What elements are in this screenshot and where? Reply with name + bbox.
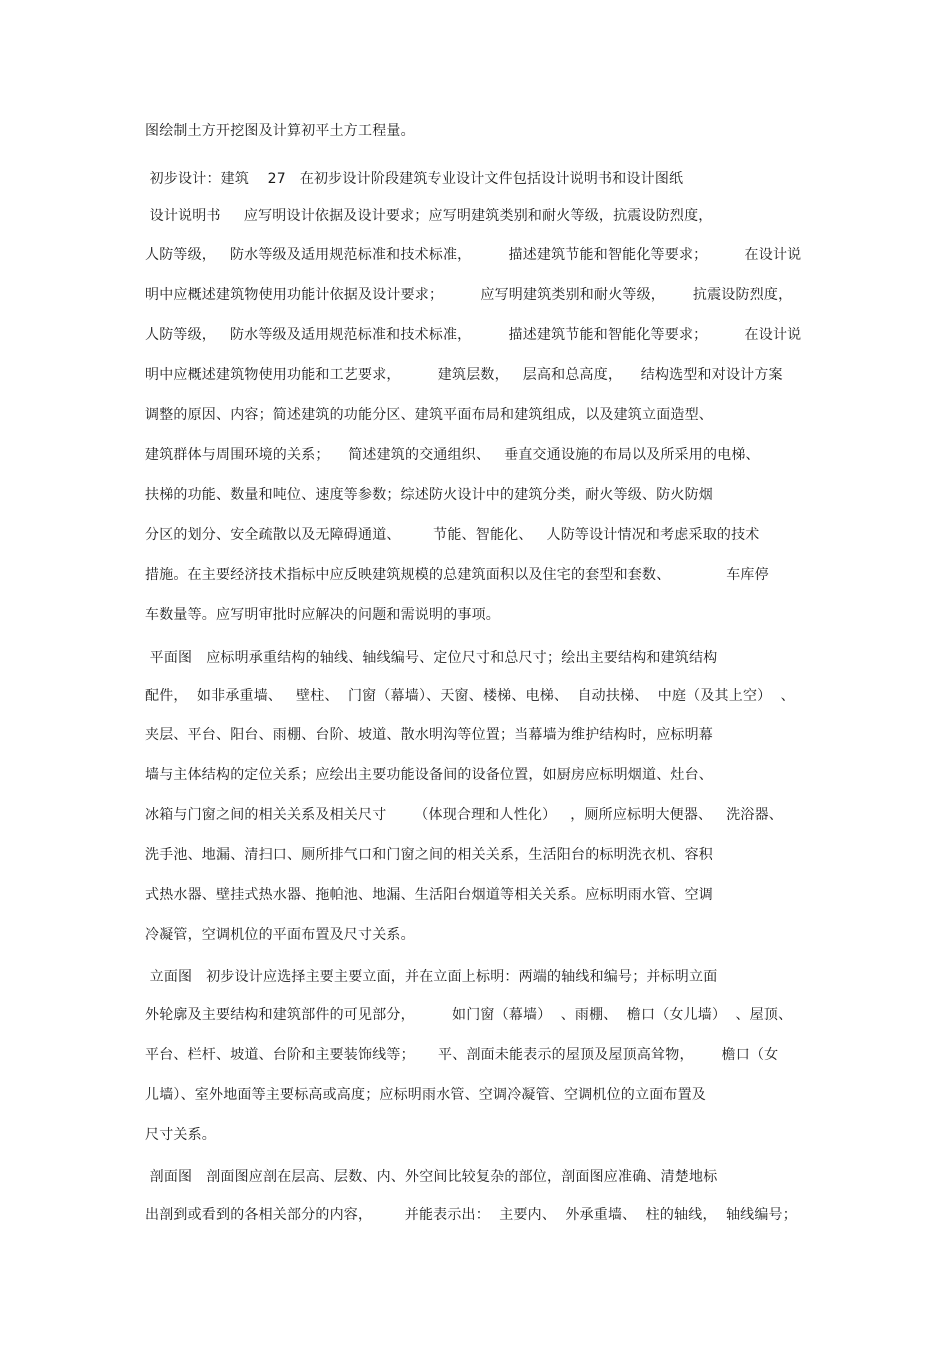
text-line: 调整的原因、内容；简述建筑的功能分区、建筑平面布局和建筑组成，以及建筑立面造型、: [145, 407, 713, 423]
text-line: 建筑群体与周围环境的关系； 简述建筑的交通组织、 垂直交通设施的布局以及所采用的电梯、: [145, 447, 760, 463]
text-line: 设计说明书 应写明设计依据及设计要求；应写明建筑类别和耐火等级，抗震设防烈度，: [145, 208, 713, 224]
text-line: 明中应概述建筑物使用功能和工艺要求， 建筑层数， 层高和总高度， 结构选型和对设计方案: [145, 367, 783, 383]
text-line: 配件， 如非承重墙、 壁柱、 门窗（幕墙）、天窗、楼梯、电梯、 自动扶梯、 中庭（及其上空） 、: [145, 688, 795, 704]
text-line: 剖面图 剖面图应剖在层高、层数、内、外空间比较复杂的部位，剖面图应准确、清楚地标: [145, 1169, 718, 1185]
text-line: 儿墙）、室外地面等主要标高或高度；应标明雨水管、空调冷凝管、空调机位的立面布置及: [145, 1087, 706, 1103]
text-line: 分区的划分、安全疏散以及无障碍通道、 节能、智能化、 人防等设计情况和考虑采取的技术: [145, 527, 760, 543]
text-line: 尺寸关系。: [145, 1127, 216, 1143]
text-line: 车数量等。应写明审批时应解决的问题和需说明的事项。: [145, 607, 500, 623]
text-line: 平台、栏杆、坡道、台阶和主要装饰线等； 平、剖面未能表示的屋顶及屋顶高耸物， 檐口（女: [145, 1047, 779, 1063]
text-line: 明中应概述建筑物使用功能计依据及设计要求； 应写明建筑类别和耐火等级， 抗震设防烈度，: [145, 287, 793, 303]
text-line: 出剖到或看到的各相关部分的内容， 并能表示出： 主要内、 外承重墙、 柱的轴线， 轴线编号；: [145, 1207, 797, 1223]
text-line: 洗手池、地漏、清扫口、厕所排气口和门窗之间的相关关系，生活阳台的标明洗衣机、容积: [145, 847, 713, 863]
text-line: 人防等级， 防水等级及适用规范标准和技术标准， 描述建筑节能和智能化等要求； 在设计说: [145, 247, 802, 263]
text-line: 措施。在主要经济技术指标中应反映建筑规模的总建筑面积以及住宅的套型和套数、 车库停: [145, 567, 769, 583]
text-line: 冰箱与门窗之间的相关关系及相关尺寸 （体现合理和人性化） ，厕所应标明大便器、 洗浴器、: [145, 807, 783, 823]
text-line: 墙与主体结构的定位关系；应绘出主要功能设备间的设备位置，如厨房应标明烟道、灶台、: [145, 767, 713, 783]
text-line: 外轮廓及主要结构和建筑部件的可见部分， 如门窗（幕墙） 、雨棚、 檐口（女儿墙） 、屋顶、: [145, 1007, 793, 1023]
text-line: 图绘制土方开挖图及计算初平土方工程量。: [145, 123, 415, 139]
text-line: 扶梯的功能、数量和吨位、速度等参数；综述防火设计中的建筑分类，耐火等级、防火防烟: [145, 487, 713, 503]
text-line: 式热水器、壁挂式热水器、拖帕池、地漏、生活阳台烟道等相关关系。应标明雨水管、空调: [145, 887, 713, 903]
text-line: 人防等级， 防水等级及适用规范标准和技术标准， 描述建筑节能和智能化等要求； 在设计说: [145, 327, 802, 343]
text-line: 夹层、平台、阳台、雨棚、台阶、坡道、散水明沟等位置；当幕墙为维护结构时，应标明幕: [145, 727, 713, 743]
text-line: 立面图 初步设计应选择主要主要立面，并在立面上标明：两端的轴线和编号；并标明立面: [145, 969, 718, 985]
text-line: 冷凝管，空调机位的平面布置及尺寸关系。: [145, 927, 415, 943]
text-line: 初步设计：建筑 27 在初步设计阶段建筑专业设计文件包括设计说明书和设计图纸: [145, 171, 684, 187]
text-line: 平面图 应标明承重结构的轴线、轴线编号、定位尺寸和总尺寸；绘出主要结构和建筑结构: [145, 650, 718, 666]
